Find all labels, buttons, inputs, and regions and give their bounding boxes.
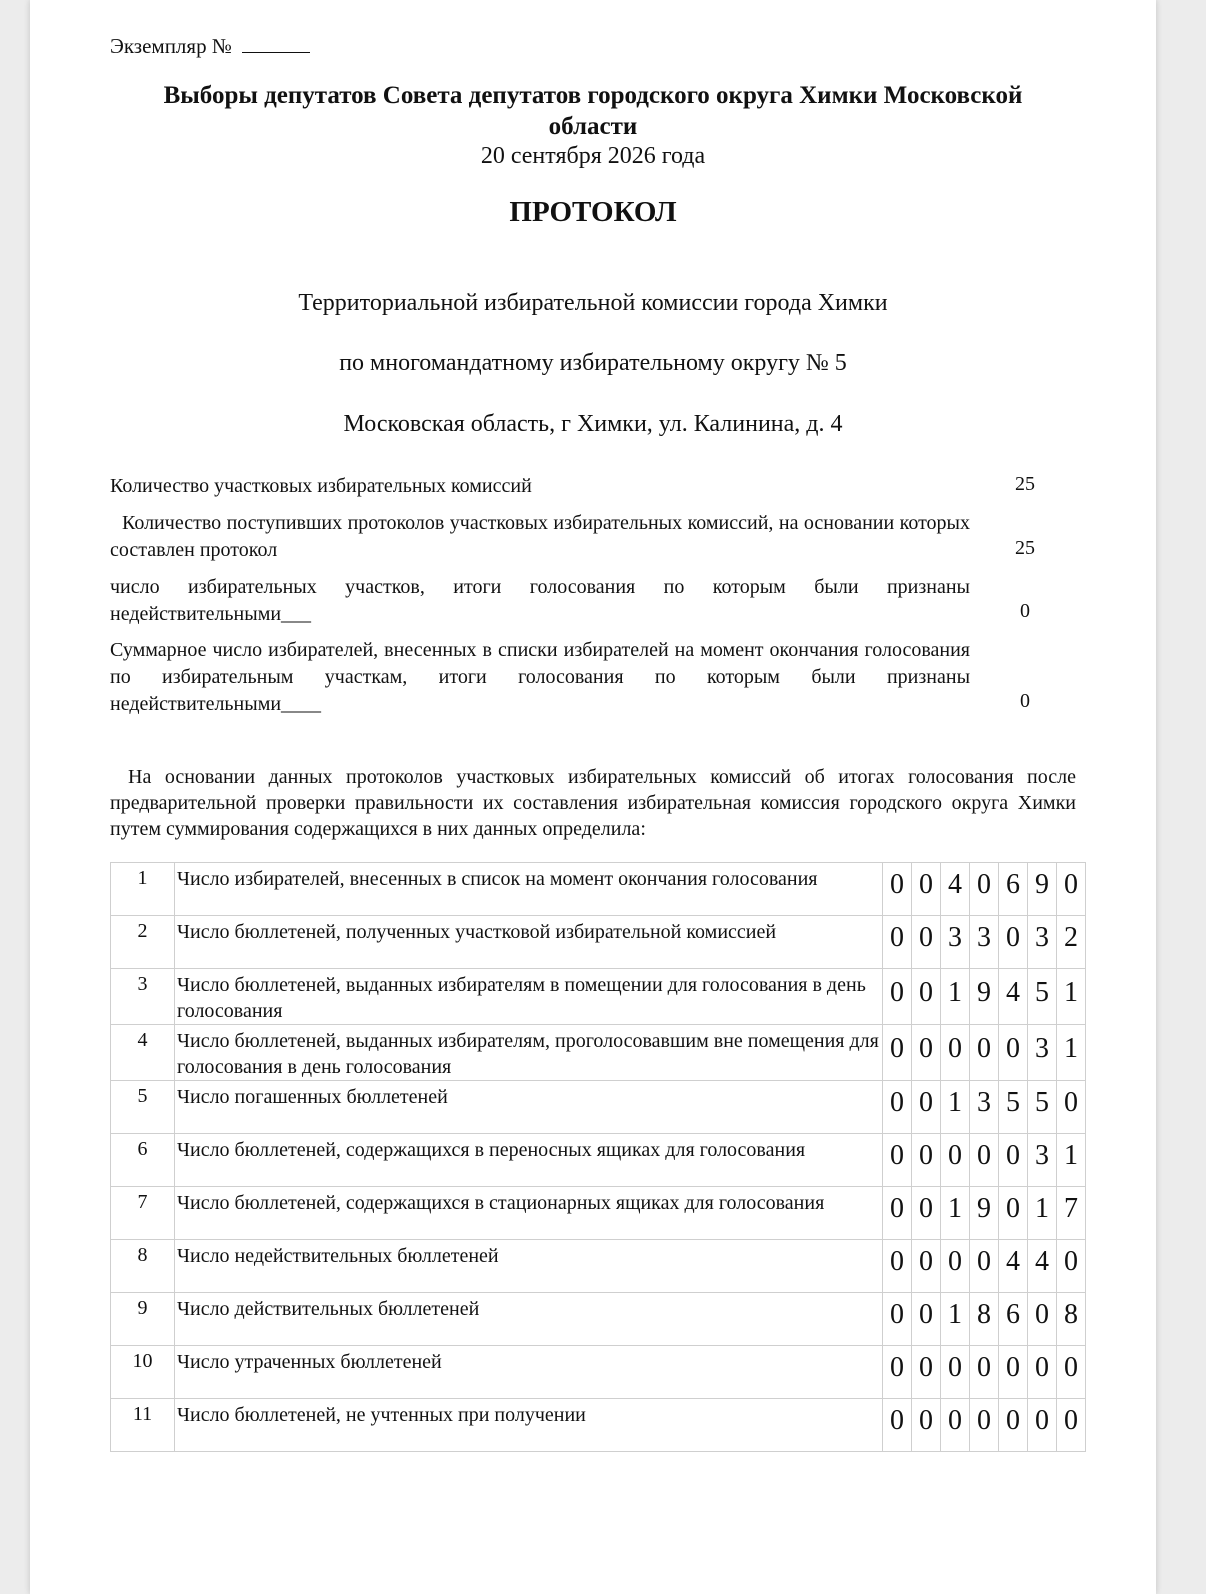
row-digit: 0 [883, 1134, 912, 1187]
row-digit: 6 [999, 1293, 1028, 1346]
row-digit: 0 [999, 1025, 1028, 1081]
row-digit: 1 [1057, 1134, 1086, 1187]
row-digit: 6 [999, 863, 1028, 916]
row-digit: 0 [1057, 1399, 1086, 1452]
row-digit: 4 [941, 863, 970, 916]
row-digit: 0 [1057, 1346, 1086, 1399]
stat-label-invalid-precincts: число избирательных участков, итоги голосования по которым были признаны недействительными___ [110, 576, 970, 625]
commission-name: Территориальной избирательной комиссии города Химки [298, 290, 888, 316]
row-digit: 0 [912, 1293, 941, 1346]
intro-paragraph: На основании данных протоколов участковых избирательных комиссий об итогах голосования после предварительной проверки правильности их составления избирательная комиссия городского округа Химки путем суммирования содержащихся в них данных определила: [110, 766, 1076, 840]
row-digit: 1 [941, 1293, 970, 1346]
row-number: 3 [111, 969, 175, 1025]
row-number: 11 [111, 1399, 175, 1452]
row-digit: 0 [1028, 1399, 1057, 1452]
row-digit: 0 [912, 1134, 941, 1187]
results-table [110, 862, 1086, 1452]
table-row [111, 1293, 1086, 1346]
table-row [111, 969, 1086, 1025]
row-digit: 0 [883, 916, 912, 969]
row-digit: 0 [912, 1187, 941, 1240]
row-digit: 5 [999, 1081, 1028, 1134]
row-digit: 0 [883, 1081, 912, 1134]
row-digit: 5 [1028, 1081, 1057, 1134]
row-digit: 0 [912, 1081, 941, 1134]
table-row [111, 916, 1086, 969]
row-number: 4 [111, 1025, 175, 1081]
row-label: Число действительных бюллетеней [175, 1293, 883, 1346]
row-digit: 0 [912, 863, 941, 916]
row-number: 9 [111, 1293, 175, 1346]
row-digit: 7 [1057, 1187, 1086, 1240]
row-number: 1 [111, 863, 175, 916]
stat-label-protocols: Количество поступивших протоколов участковых избирательных комиссий, на основании которых составлен протокол [110, 512, 970, 561]
commission-address: Московская область, г Химки, ул. Калинина, д. 4 [343, 411, 843, 437]
table-row [111, 863, 1086, 916]
table-row [111, 1025, 1086, 1081]
table-row [111, 1134, 1086, 1187]
row-digit: 9 [1028, 863, 1057, 916]
row-number: 7 [111, 1187, 175, 1240]
row-digit: 0 [941, 1134, 970, 1187]
election-date: 20 сентября 2026 года [480, 143, 706, 169]
row-digit: 0 [999, 1187, 1028, 1240]
table-row [111, 1346, 1086, 1399]
row-number: 10 [111, 1346, 175, 1399]
row-digit: 0 [1057, 1240, 1086, 1293]
row-digit: 1 [1028, 1187, 1057, 1240]
stat-value-protocols: 25 [1015, 537, 1035, 559]
row-digit: 3 [970, 1081, 999, 1134]
row-label: Число бюллетеней, выданных избирателям, проголосовавшим вне помещения для голосования в день голосования [175, 1025, 883, 1081]
row-digit: 0 [941, 1025, 970, 1081]
row-digit: 5 [1028, 969, 1057, 1025]
row-digit: 0 [883, 1240, 912, 1293]
row-digit: 3 [1028, 1134, 1057, 1187]
row-digit: 0 [912, 1346, 941, 1399]
row-digit: 8 [1057, 1293, 1086, 1346]
row-digit: 9 [970, 1187, 999, 1240]
row-label: Число бюллетеней, не учтенных при получении [175, 1399, 883, 1452]
row-digit: 0 [970, 1399, 999, 1452]
row-digit: 0 [941, 1240, 970, 1293]
row-digit: 0 [941, 1346, 970, 1399]
row-number: 8 [111, 1240, 175, 1293]
row-digit: 3 [1028, 1025, 1057, 1081]
stat-label-commissions: Количество участковых избирательных комиссий [110, 475, 532, 497]
row-digit: 0 [970, 1025, 999, 1081]
protocol-title: ПРОТОКОЛ [509, 196, 677, 228]
row-digit: 1 [1057, 969, 1086, 1025]
row-digit: 0 [912, 1025, 941, 1081]
row-digit: 0 [1028, 1346, 1057, 1399]
row-digit: 0 [1057, 863, 1086, 916]
row-digit: 0 [883, 1025, 912, 1081]
row-digit: 0 [1057, 1081, 1086, 1134]
row-digit: 0 [970, 1240, 999, 1293]
row-digit: 8 [970, 1293, 999, 1346]
row-label: Число избирателей, внесенных в список на момент окончания голосования [175, 863, 883, 916]
row-digit: 1 [941, 1187, 970, 1240]
row-digit: 1 [941, 969, 970, 1025]
row-digit: 1 [941, 1081, 970, 1134]
row-digit: 0 [912, 1240, 941, 1293]
row-label: Число бюллетеней, полученных участковой избирательной комиссией [175, 916, 883, 969]
row-digit: 0 [912, 1399, 941, 1452]
elections-title: Выборы депутатов Совета депутатов городского округа Химки Московской области [163, 82, 1023, 140]
stat-value-invalid-precincts: 0 [1020, 600, 1030, 622]
row-digit: 0 [999, 1346, 1028, 1399]
row-number: 2 [111, 916, 175, 969]
row-digit: 2 [1057, 916, 1086, 969]
row-digit: 3 [1028, 916, 1057, 969]
table-row [111, 1081, 1086, 1134]
row-digit: 0 [883, 863, 912, 916]
row-digit: 0 [912, 969, 941, 1025]
row-digit: 0 [912, 916, 941, 969]
row-digit: 4 [999, 969, 1028, 1025]
row-digit: 0 [883, 1399, 912, 1452]
row-digit: 0 [941, 1399, 970, 1452]
row-digit: 0 [999, 1399, 1028, 1452]
copy-number-line [110, 34, 310, 59]
row-label: Число утраченных бюллетеней [175, 1346, 883, 1399]
row-digit: 0 [970, 1346, 999, 1399]
copy-number-label: Экземпляр № [110, 34, 232, 58]
row-digit: 0 [883, 1187, 912, 1240]
row-label: Число погашенных бюллетеней [175, 1081, 883, 1134]
row-digit: 0 [883, 1293, 912, 1346]
row-digit: 0 [970, 1134, 999, 1187]
stat-value-commissions: 25 [1015, 473, 1035, 495]
row-digit: 9 [970, 969, 999, 1025]
row-number: 6 [111, 1134, 175, 1187]
row-label: Число бюллетеней, выданных избирателям в помещении для голосования в день голосования [175, 969, 883, 1025]
row-digit: 3 [970, 916, 999, 969]
row-label: Число недействительных бюллетеней [175, 1240, 883, 1293]
row-label: Число бюллетеней, содержащихся в переносных ящиках для голосования [175, 1134, 883, 1187]
row-digit: 1 [1057, 1025, 1086, 1081]
row-digit: 4 [999, 1240, 1028, 1293]
row-digit: 0 [999, 916, 1028, 969]
row-digit: 0 [970, 863, 999, 916]
document-page [30, 0, 1156, 1594]
row-digit: 3 [941, 916, 970, 969]
stat-label-invalid-voters: Суммарное число избирателей, внесенных в списки избирателей на момент окончания голосования по избирательным участкам, итоги голосования по которым были признаны недействительными____ [110, 639, 970, 715]
table-row [111, 1187, 1086, 1240]
row-digit: 0 [883, 969, 912, 1025]
table-row [111, 1399, 1086, 1452]
stat-value-invalid-voters: 0 [1020, 690, 1030, 712]
row-number: 5 [111, 1081, 175, 1134]
row-digit: 0 [1028, 1293, 1057, 1346]
copy-number-blank [242, 34, 310, 53]
district-name: по многомандатному избирательному округу № 5 [339, 350, 847, 376]
row-digit: 4 [1028, 1240, 1057, 1293]
row-digit: 0 [883, 1346, 912, 1399]
table-row [111, 1240, 1086, 1293]
row-label: Число бюллетеней, содержащихся в стационарных ящиках для голосования [175, 1187, 883, 1240]
row-digit: 0 [999, 1134, 1028, 1187]
